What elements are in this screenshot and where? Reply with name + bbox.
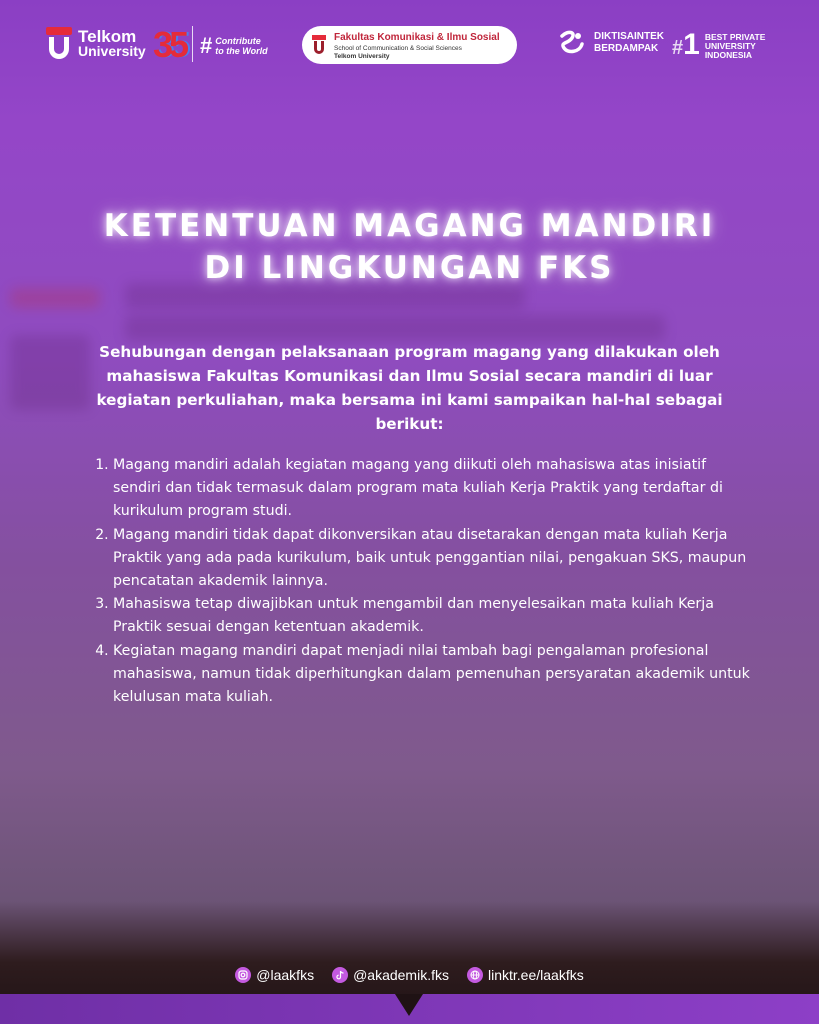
- diktisaintek-logo: [556, 28, 664, 58]
- telkom-university-logo: [46, 27, 146, 61]
- faculty-u-icon: [312, 35, 326, 55]
- berdampak-text: BERDAMPAK: [594, 43, 659, 54]
- background-blur-shape: [125, 315, 665, 341]
- tagline-line2: to the World: [215, 46, 268, 56]
- rule-item: 1. Magang mandiri adalah kegiatan magang yang diikuti oleh mahasiswa atas inisiatif sendiri dan tidak termasuk dalam program mata kuliah Kerja Praktik yang terdaftar di kurikulum program studi.: [113, 454, 755, 524]
- tiktok-handle: @akademik.fks: [353, 967, 449, 983]
- instagram-link[interactable]: [235, 967, 314, 983]
- rule-item: 3. Mahasiswa tetap diwajibkan untuk mengambil dan menyelesaikan mata kuliah Kerja Praktik sesuai dengan ketentuan akademik.: [113, 593, 755, 639]
- rules-list: [95, 454, 755, 709]
- intro-paragraph: Sehubungan dengan pelaksanaan program magang yang dilakukan oleh mahasiswa Fakultas Komunikasi dan Ilmu Sosial secara mandiri di luar kegiatan perkuliahan, maka bersama ini kami sampaikan hal-hal sebagai berikut:: [96, 343, 723, 433]
- tiktok-icon: [332, 967, 348, 983]
- anniversary-35-logo: 35: [153, 24, 186, 65]
- contribute-tagline: [200, 33, 268, 59]
- instagram-handle: @laakfks: [256, 967, 315, 983]
- tagline-line1: Contribute: [215, 36, 261, 46]
- poster-title: [0, 205, 819, 289]
- diktisaintek-swirl-icon: [556, 28, 586, 58]
- rule-item: 4. Kegiatan magang mandiri dapat menjadi nilai tambah bagi pengalaman profesional mahasiswa, namun tidak diperhitungkan dalam pemenuhan persyaratan akademik untuk kelulusan mata kuliah.: [113, 640, 755, 710]
- university-text: UNIVERSITY: [704, 41, 756, 51]
- tiktok-link[interactable]: [332, 967, 449, 983]
- indonesia-text: INDONESIA: [704, 50, 753, 60]
- best-private-text: BEST PRIVATE: [704, 32, 766, 42]
- faculty-university: Telkom University: [334, 53, 390, 60]
- telkom-u-icon: [46, 27, 72, 61]
- social-footer: [0, 960, 819, 990]
- bottom-notch: [395, 994, 423, 1016]
- globe-icon: [467, 967, 483, 983]
- title-line-1: KETENTUAN MAGANG MANDIRI: [103, 208, 716, 244]
- faculty-english-name: School of Communication & Social Sciences: [334, 45, 462, 52]
- telkom-wordmark: Telkom: [78, 27, 137, 46]
- title-line-2: DI LINGKUNGAN FKS: [204, 250, 615, 286]
- website-link[interactable]: [467, 967, 584, 983]
- header-divider: [192, 26, 193, 62]
- rank-hash-glyph: #: [672, 37, 684, 59]
- rank-number: [672, 30, 700, 63]
- faculty-badge: [302, 26, 517, 64]
- best-private-university-badge: [672, 30, 765, 63]
- rank-value: 1: [683, 28, 700, 61]
- faculty-name: Fakultas Komunikasi & Ilmu Sosial: [334, 32, 500, 43]
- website-url: linktr.ee/laakfks: [488, 967, 584, 983]
- hashtag-glyph: #: [200, 33, 213, 58]
- background-blur-shape: [10, 288, 100, 308]
- header-logos: [0, 22, 819, 72]
- university-wordmark: University: [78, 43, 146, 59]
- rule-item: 2. Magang mandiri tidak dapat dikonversikan atau disetarakan dengan mata kuliah Kerja Praktik yang ada pada kurikulum, baik untuk penggantian nilai, pengakuan SKS, maupun pencatatan akademik lainnya.: [113, 524, 755, 594]
- diktisaintek-text: DIKTISAINTEK: [594, 31, 664, 42]
- instagram-icon: [235, 967, 251, 983]
